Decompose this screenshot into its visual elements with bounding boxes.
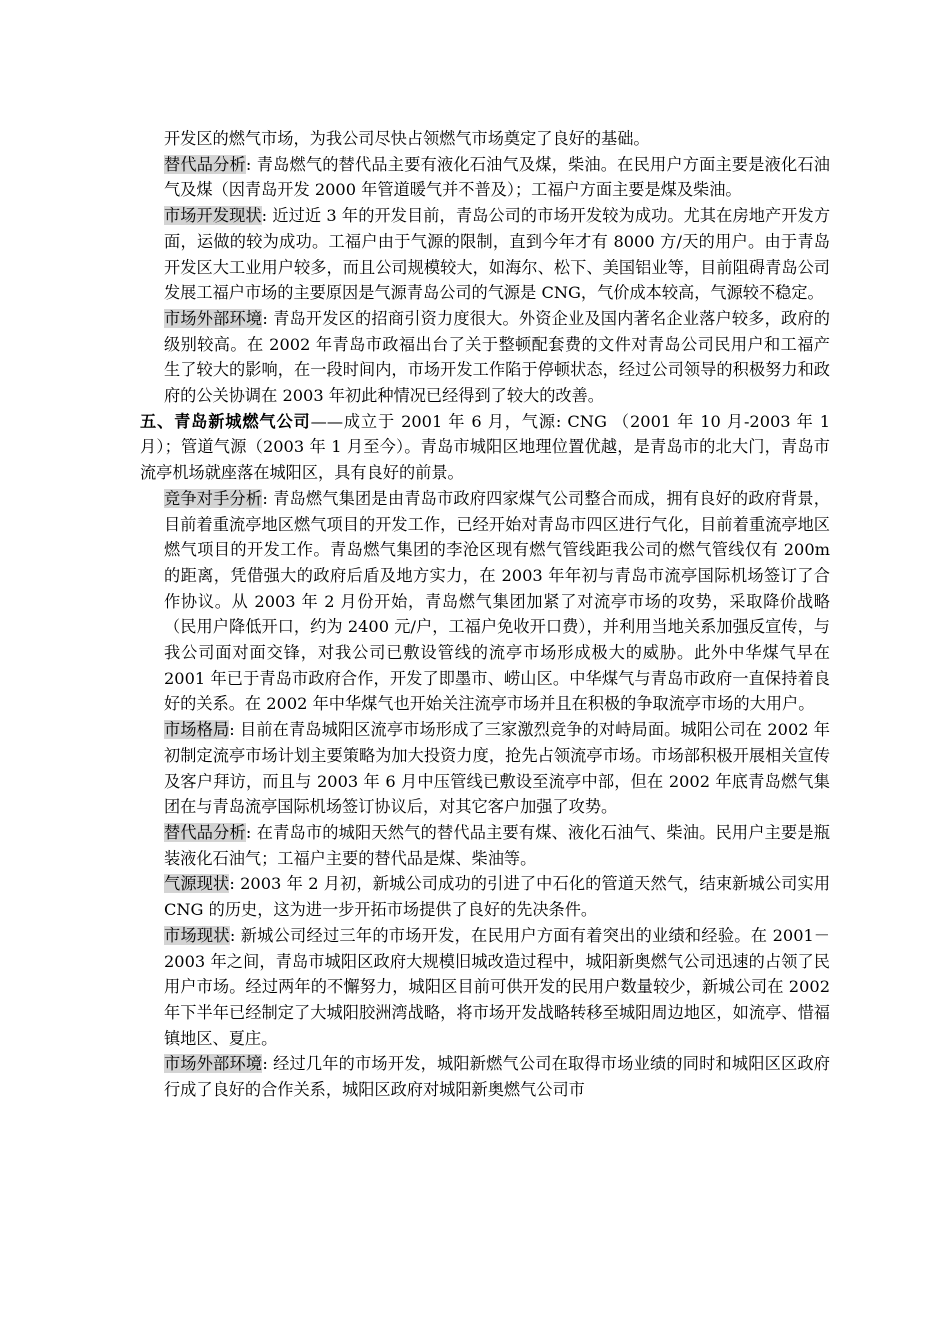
label-separator: :: [229, 720, 235, 740]
section-label: 气源现状: [164, 874, 230, 894]
section-heading: 五、青岛新城燃气公司: [140, 411, 311, 431]
paragraph-external-environment-2: [140, 1051, 830, 1102]
paragraph-gas-source: [140, 871, 830, 922]
label-separator: :: [245, 154, 252, 174]
paragraph-substitute-analysis-2: [140, 820, 830, 871]
paragraph-substitute-analysis: [140, 152, 830, 203]
paragraph-text: 开发区的燃气市场，为我公司尽快占领燃气市场奠定了良好的基础。: [164, 129, 650, 148]
paragraph-text: 青岛开发区的招商引资力度很大。外资企业及国内著名企业落户较多，政府的级别较高。在 2002 年青岛市政福出台了关于整顿配套费的文件对青岛公司民用户和工福产生了较大的影响，在一段时间内，市场开发工作陷于停顿状态，经过公司领导的积极努力和政府的公关协调在 2003 年初此种情况已经得到了较大的改善。: [164, 308, 830, 406]
label-separator: :: [262, 308, 268, 328]
section-label: 替代品分析: [164, 822, 246, 842]
paragraph-market-structure: [140, 717, 830, 820]
label-separator: :: [262, 1054, 268, 1074]
paragraph-market-development: [140, 203, 830, 306]
paragraph-text: 目前在青岛城阳区流亭市场形成了三家激烈竞争的对峙局面。城阳公司在 2002 年初制定流亭市场计划主要策略为加大投资力度，抢先占领流亭市场。市场部积极开展相关宣传及客户拜访，而且与 2003 年 6 月中压管线已敷设至流亭中部，但在 2002 年底青岛燃气集团在与青岛流亭国际机场签订协议后，对其它客户加强了攻势。: [164, 720, 830, 817]
paragraph-text: ——成立于 2001 年 6 月，气源: CNG （2001 年 10 月-2003 年 1 月）；管道气源（2003 年 1 月至今）。青岛市城阳区地理位置优越，是青岛市的北大门，青岛市流亭机场就座落在城阳区，具有良好的前景。: [140, 411, 831, 483]
section-label: 替代品分析: [164, 154, 246, 174]
paragraph-intro: [140, 126, 830, 152]
section-label: 竞争对手分析: [164, 488, 263, 508]
section-label: 市场开发现状: [164, 206, 262, 226]
paragraph-competitor-analysis: [140, 486, 830, 717]
paragraph-text: 2003 年 2 月初，新城公司成功的引进了中石化的管道天然气，结束新城公司实用 CNG 的历史，这为进一步开拓市场提供了良好的先决条件。: [164, 874, 831, 920]
section-label: 市场现状: [164, 925, 230, 945]
document-body: [140, 126, 830, 1103]
label-separator: :: [261, 206, 268, 226]
paragraph-text: 经过几年的市场开发，城阳新燃气公司在取得市场业绩的同时和城阳区区政府行成了良好的合作关系，城阳区政府对城阳新奥燃气公司市: [164, 1054, 830, 1100]
label-separator: :: [229, 874, 235, 894]
label-separator: :: [245, 822, 252, 842]
section-label: 市场格局: [164, 720, 230, 740]
paragraph-market-status: [140, 923, 830, 1052]
section-label: 市场外部环境: [164, 308, 263, 328]
paragraph-text: 青岛燃气集团是由青岛市政府四家煤气公司整合而成，拥有良好的政府背景，目前着重流亭地区燃气项目的开发工作，已经开始对青岛市四区进行气化，目前着重流亭地区燃气项目的开发工作。青岛燃气集团的李沧区现有燃气管线距我公司的燃气管线仅有 200m 的距离，凭借强大的政府后盾及地方实力，在 2003 年年初与青岛市流亭国际机场签订了合作协议。从 2003 年 2 月份开始，青岛燃气集团加紧了对流亭市场的攻势，采取降价战略（民用户降低开口，约为 2400 元/户，工福户免收开口费），并利用当地关系加强反宣传，与我公司面对面交锋，对我公司已敷设管线的流亭市场形成极大的威胁。此外中华煤气早在 2001 年已于青岛市政府合作，开发了即墨市、崂山区。中华煤气与青岛市政府一直保持着良好的关系。在 2002 年中华煤气也开始关注流亭市场并且在积极的争取流亭市场的大用户。: [164, 488, 830, 714]
label-separator: :: [262, 488, 268, 508]
label-separator: :: [229, 925, 236, 945]
paragraph-external-environment: [140, 306, 830, 409]
section-label: 市场外部环境: [164, 1054, 263, 1074]
paragraph-text: 近过近 3 年的开发目前，青岛公司的市场开发较为成功。尤其在房地产开发方面，运做的较为成功。工福户由于气源的限制，直到今年才有 8000 方/天的用户。由于青岛开发区大工业用户较多，而且公司规模较大，如海尔、松下、美国铝业等，目前阻碍青岛公司发展工福户市场的主要原因是气源青岛公司的气源是 CNG，气价成本较高，气源较不稳定。: [164, 206, 831, 303]
paragraph-text: 青岛燃气的替代品主要有液化石油气及煤，柴油。在民用户方面主要是液化石油气及煤（因青岛开发 2000 年管道暖气并不普及）；工福户方面主要是煤及柴油。: [164, 154, 830, 200]
paragraph-text: 新城公司经过三年的市场开发，在民用户方面有着突出的业绩和经验。在 2001－2003 年之间，青岛市城阳区政府大规模旧城改造过程中，城阳新奥燃气公司迅速的占领了民用户市场。经过两年的不懈努力，城阳区目前可供开发的民用户数量较少，新城公司在 2002 年下半年已经制定了大城阳胶洲湾战略，将市场开发战略转移至城阳周边地区，如流亭、惜福镇地区、夏庄。: [164, 925, 830, 1048]
section-xincheng-gas: [140, 409, 830, 486]
paragraph-text: 在青岛市的城阳天然气的替代品主要有煤、液化石油气、柴油。民用户主要是瓶装液化石油气；工福户主要的替代品是煤、柴油等。: [164, 822, 830, 868]
